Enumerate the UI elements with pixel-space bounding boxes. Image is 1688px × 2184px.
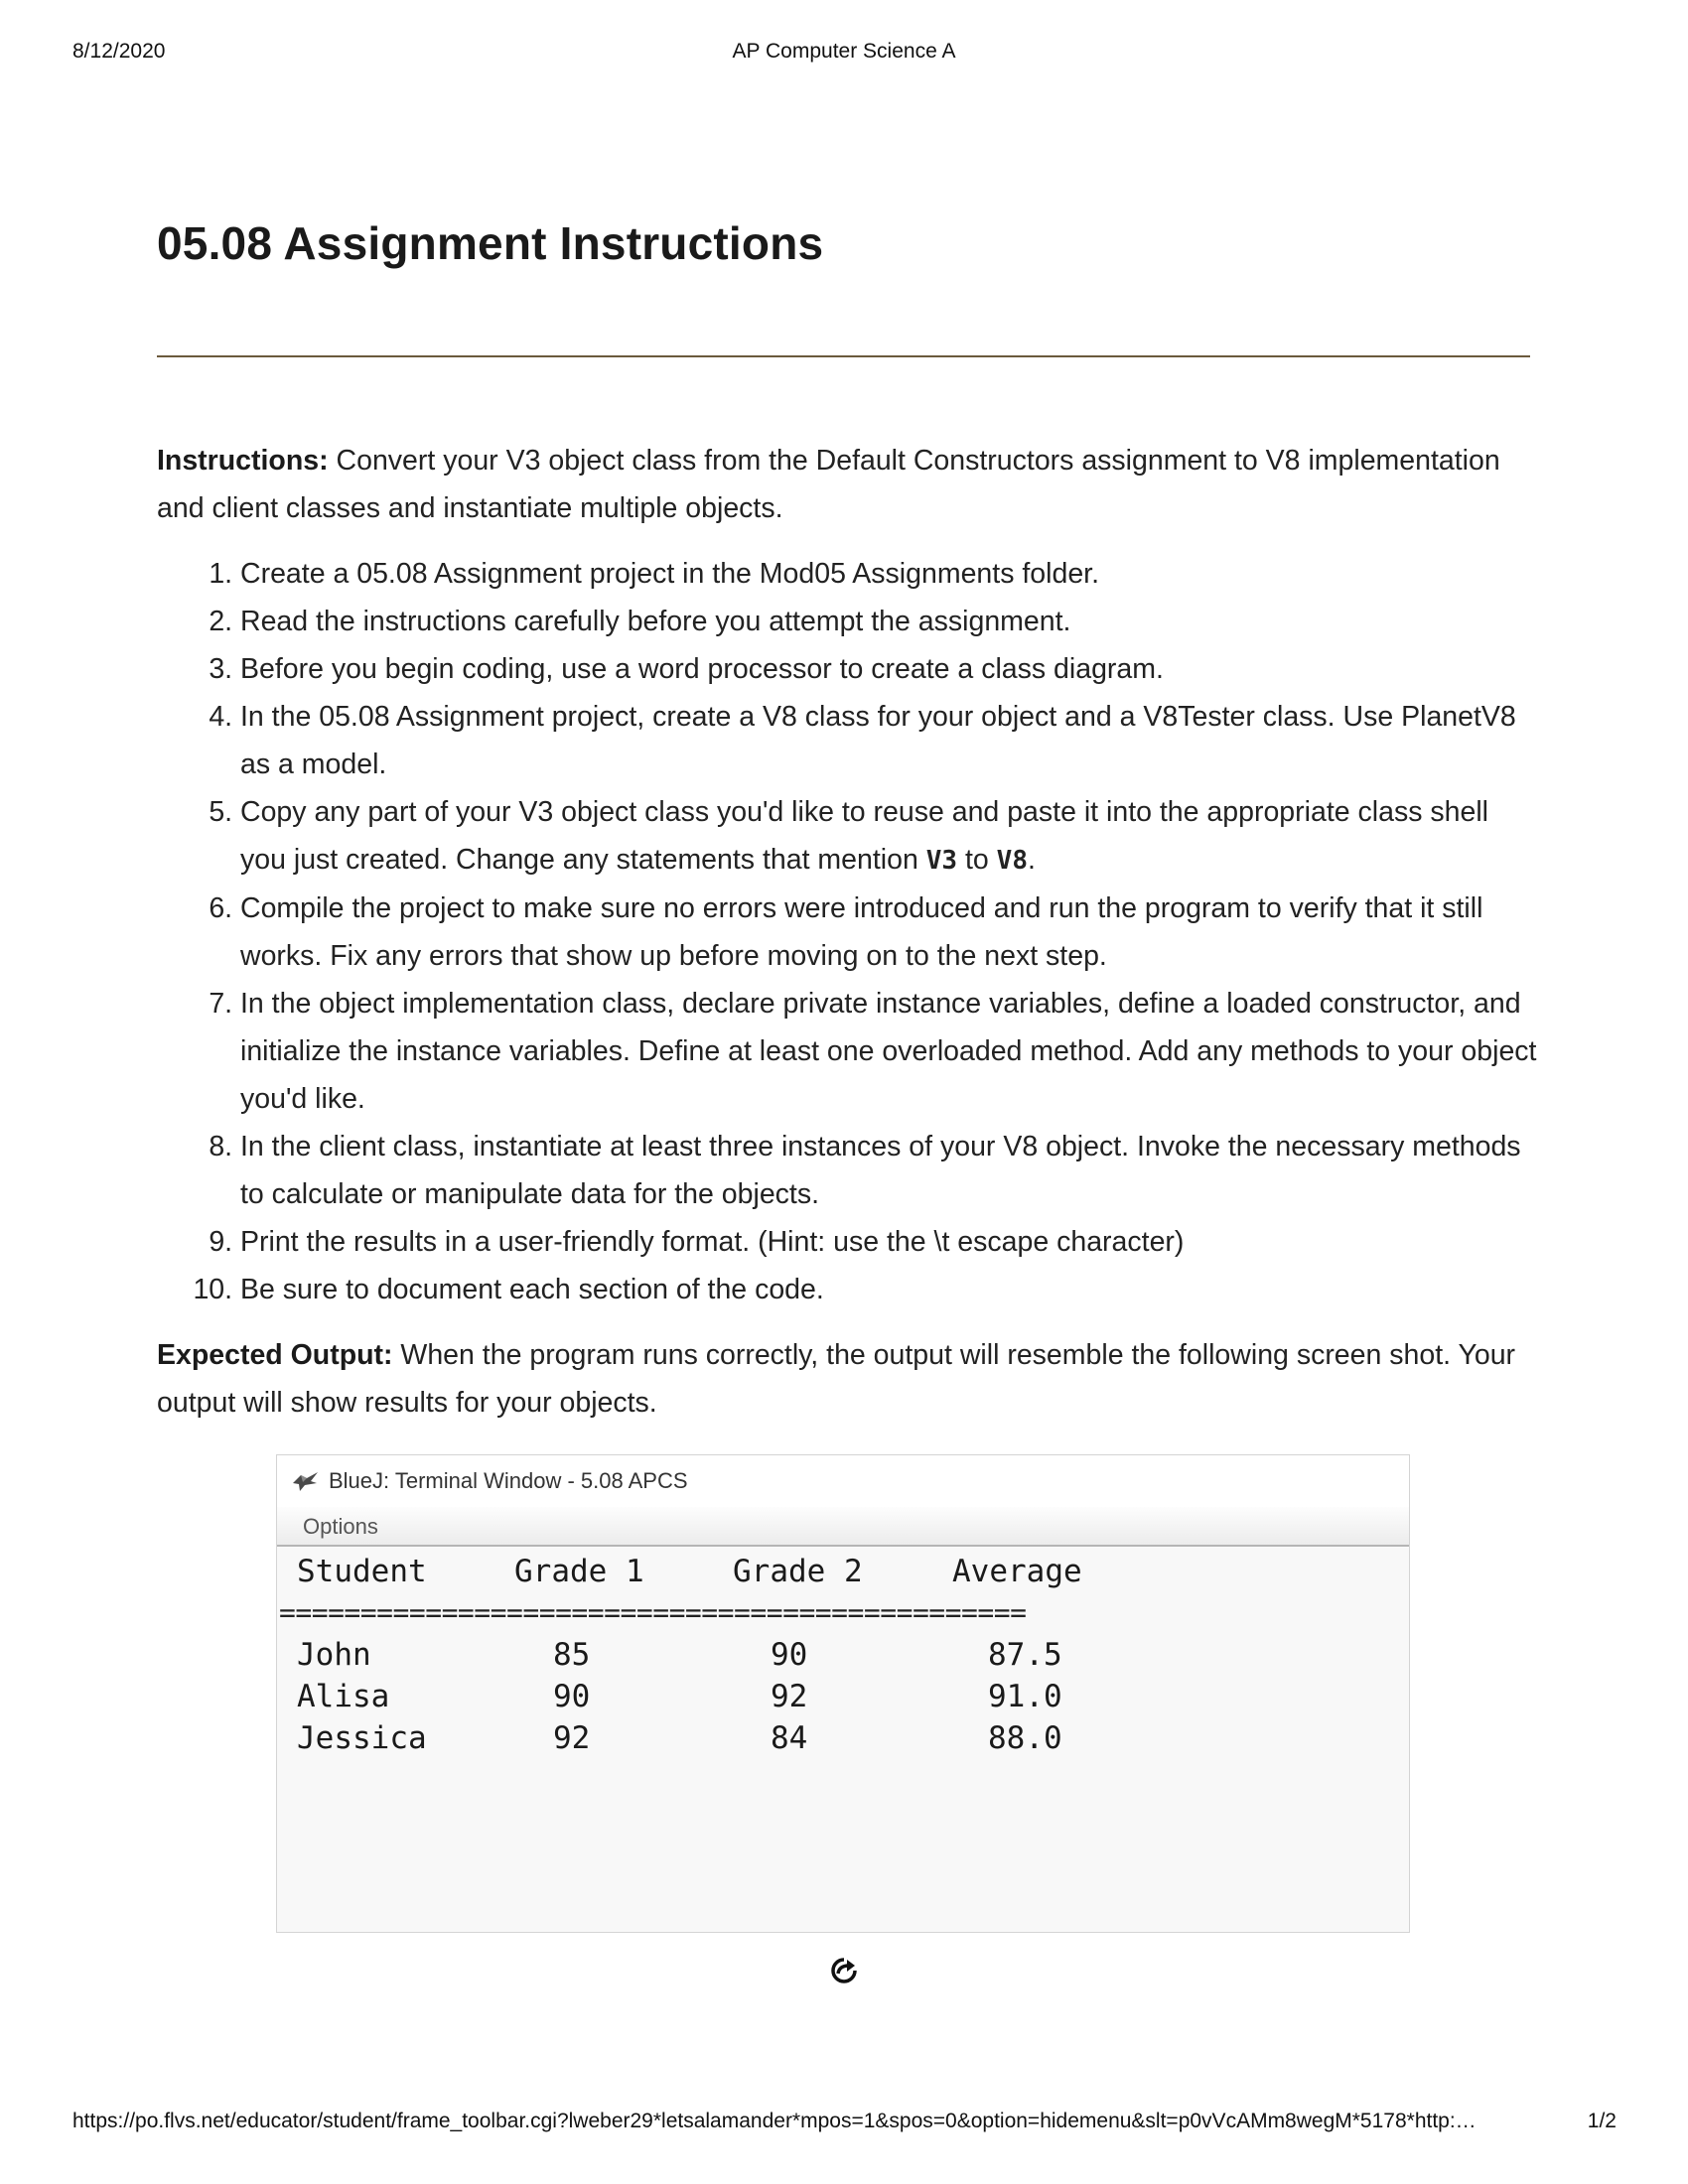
cell-grade2: 90 xyxy=(771,1637,808,1673)
cell-student: John xyxy=(297,1637,371,1673)
terminal-header-row xyxy=(277,1551,1409,1592)
page-number: 1/2 xyxy=(1587,2110,1617,2132)
page-title: 05.08 Assignment Instructions xyxy=(157,217,824,269)
terminal-output xyxy=(277,1547,1409,1759)
code-v8: V8 xyxy=(996,846,1028,876)
cell-grade2: 84 xyxy=(771,1720,808,1756)
header-average: Average xyxy=(952,1554,1082,1589)
page-url: https://po.flvs.net/educator/student/frame_toolbar.cgi?lweber29*letsalamander*mpos=1&spos=0&option=hidemenu&slt=p0vVcAMm8wegM*5178*http:… xyxy=(72,2110,1477,2132)
terminal-menubar xyxy=(277,1507,1409,1547)
step-item: 4. In the 05.08 Assignment project, create a V8 class for your object and a V8Tester class. Use PlanetV8 as a model. xyxy=(240,693,1537,788)
cell-average: 87.5 xyxy=(988,1637,1062,1673)
header-grade2: Grade 2 xyxy=(733,1554,863,1589)
cell-average: 88.0 xyxy=(988,1720,1062,1756)
step-item: 2. Read the instructions carefully before you attempt the assignment. xyxy=(240,598,1537,645)
print-header xyxy=(0,40,1688,69)
terminal-row xyxy=(277,1717,1409,1759)
terminal-row xyxy=(277,1634,1409,1676)
steps-list xyxy=(157,550,1537,1313)
cell-average: 91.0 xyxy=(988,1679,1062,1714)
step-text: to xyxy=(957,844,997,876)
step-item: 10. Be sure to document each section of the code. xyxy=(240,1266,1537,1313)
bluej-icon xyxy=(291,1469,321,1493)
title-divider xyxy=(157,355,1530,357)
step-item: 9. Print the results in a user-friendly format. (Hint: use the \t escape character) xyxy=(240,1218,1537,1266)
step-item xyxy=(240,788,1537,885)
expected-output-label: Expected Output: xyxy=(157,1339,393,1371)
terminal-row xyxy=(277,1676,1409,1717)
header-student: Student xyxy=(297,1554,427,1589)
options-menu[interactable]: Options xyxy=(303,1514,378,1539)
step-item: 1. Create a 05.08 Assignment project in the Mod05 Assignments folder. xyxy=(240,550,1537,598)
cell-grade1: 85 xyxy=(553,1637,591,1673)
instructions-paragraph xyxy=(157,437,1537,532)
terminal-screenshot xyxy=(276,1454,1410,1933)
header-grade1: Grade 1 xyxy=(514,1554,644,1589)
cell-grade1: 92 xyxy=(553,1720,591,1756)
code-v3: V3 xyxy=(925,846,958,876)
course-name: AP Computer Science A xyxy=(732,40,956,63)
step-text: Copy any part of your V3 object class you'd like to reuse and paste it into the appropriate class shell you just created. Change any statements that mention xyxy=(240,796,1488,876)
terminal-window-title: BlueJ: Terminal Window - 5.08 APCS xyxy=(329,1468,688,1493)
terminal-titlebar xyxy=(277,1455,1409,1507)
cell-student: Jessica xyxy=(297,1720,427,1756)
cell-grade1: 90 xyxy=(553,1679,591,1714)
assignment-content xyxy=(157,437,1537,1427)
instructions-text: Convert your V3 object class from the Default Constructors assignment to V8 implementation and client classes and instantiate multiple objects. xyxy=(157,445,1500,524)
terminal-separator: ============================================== xyxy=(279,1596,1027,1629)
share-icon[interactable] xyxy=(829,1956,859,1985)
cell-grade2: 92 xyxy=(771,1679,808,1714)
cell-student: Alisa xyxy=(297,1679,390,1714)
step-item: 8. In the client class, instantiate at least three instances of your V8 object. Invoke the necessary methods to calculate or manipulate data for the objects. xyxy=(240,1123,1537,1218)
step-item: 7. In the object implementation class, declare private instance variables, define a loaded constructor, and initialize the instance variables. Define at least one overloaded method. Add any methods to your object you'd like. xyxy=(240,980,1537,1123)
instructions-label: Instructions: xyxy=(157,445,329,477)
step-text: . xyxy=(1027,844,1036,876)
step-item: 6. Compile the project to make sure no errors were introduced and run the program to verify that it still works. Fix any errors that show up before moving on to the next step. xyxy=(240,885,1537,980)
step-item: 3. Before you begin coding, use a word processor to create a class diagram. xyxy=(240,645,1537,693)
print-date: 8/12/2020 xyxy=(72,40,166,63)
expected-output-text: When the program runs correctly, the output will resemble the following screen shot. Your output will show results for your objects. xyxy=(157,1339,1516,1419)
expected-output-paragraph xyxy=(157,1331,1537,1427)
